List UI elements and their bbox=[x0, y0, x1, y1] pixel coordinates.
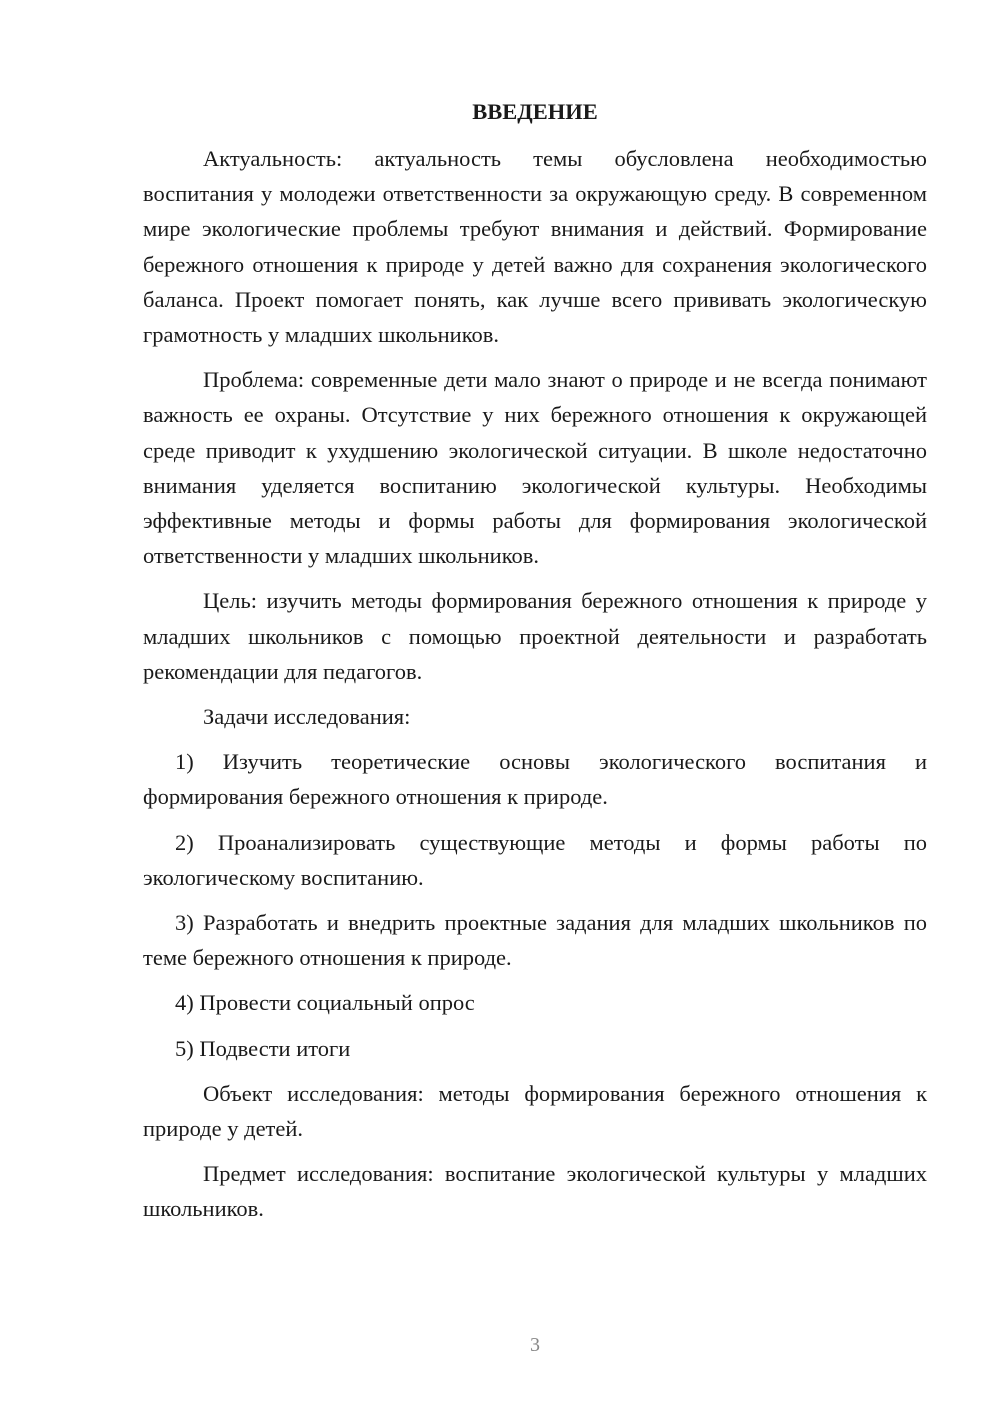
task-item-4: 4) Провести социальный опрос bbox=[175, 990, 475, 1016]
page-content bbox=[143, 94, 927, 1237]
page-title: ВВЕДЕНИЕ bbox=[472, 99, 598, 124]
tasks-heading: Задачи исследования: bbox=[203, 704, 411, 730]
relevance-paragraph: Актуальность: актуальность темы обусловлена необходимостью воспитания у молодежи ответственности за окружающую среду. В современном мире экологические проблемы требуют внимания и действий. Формирование бережного отношения к природе у детей важно для сохранения экологического баланса. Проект помогает понять, как лучше всего прививать экологическую грамотность у младших школьников. bbox=[143, 146, 927, 348]
subject-paragraph: Предмет исследования: воспитание экологической культуры у младших школьников. bbox=[143, 1161, 927, 1222]
object-paragraph: Объект исследования: методы формирования бережного отношения к природе у детей. bbox=[143, 1080, 927, 1142]
task-item-3: 3) Разработать и внедрить проектные задания для младших школьников по теме бережного отношения к природе. bbox=[143, 910, 927, 971]
task-item-5: 5) Подвести итоги bbox=[175, 1035, 351, 1061]
problem-paragraph: Проблема: современные дети мало знают о природе и не всегда понимают важность ее охраны. Отсутствие у них бережного отношения к окружающей среде приводит к ухудшению экологической ситуации. В школе недостаточно внимания уделяется воспитанию экологической культуры. Необходимы эффективные методы и формы работы для формирования экологической ответственности у младших школьников. bbox=[143, 367, 927, 569]
goal-paragraph: Цель: изучить методы формирования бережного отношения к природе у младших школьников с помощью проектной деятельности и разработать рекомендации для педагогов. bbox=[143, 588, 927, 684]
task-item-2: 2) Проанализировать существующие методы и формы работы по экологическому воспитанию. bbox=[143, 829, 927, 890]
page-number: 3 bbox=[530, 1334, 540, 1356]
task-item-1: 1) Изучить теоретические основы экологического воспитания и формирования бережного отношения к природе. bbox=[143, 749, 927, 810]
